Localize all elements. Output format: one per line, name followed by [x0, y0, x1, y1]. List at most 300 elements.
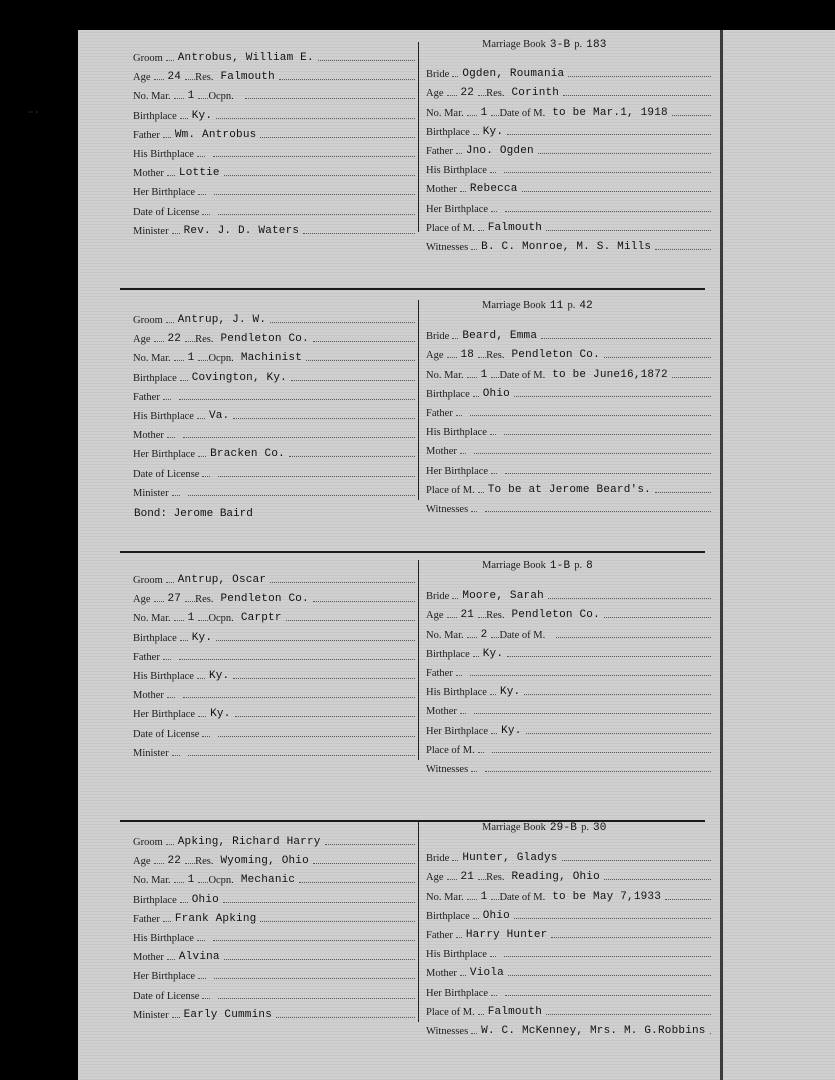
groom-ocpn-label: Ocpn.: [208, 613, 234, 625]
groom-birthplace-label: Birthplace: [133, 372, 177, 384]
dotted-rule: [172, 755, 180, 756]
groom-row-date-of-license: [133, 724, 415, 740]
dotted-rule: [174, 98, 184, 99]
dotted-rule: [568, 76, 711, 77]
dotted-rule: [233, 418, 415, 419]
groom-ocpn-label: Ocpn.: [208, 91, 234, 103]
marriage-book-label: Marriage Book: [482, 822, 546, 833]
bride-row-age: [426, 605, 711, 621]
groom-her-birthplace-label: Her Birthplace: [133, 709, 196, 721]
dotted-rule: [467, 637, 477, 638]
marriage-book-value: 3-B: [549, 39, 571, 51]
groom-father-value: Frank Apking: [174, 912, 257, 925]
dotted-rule: [174, 620, 184, 621]
bride-row-father: [426, 141, 711, 157]
dotted-rule: [491, 899, 499, 900]
bride-row-birthplace: [426, 906, 711, 922]
groom-res-value: Falmouth: [220, 71, 275, 84]
dotted-rule: [179, 659, 415, 660]
bride-row-her-birthplace: [426, 721, 711, 737]
groom-age-label: Age: [133, 334, 151, 346]
groom-row-groom: [133, 832, 415, 848]
bride-nomar-label: No. Mar.: [426, 891, 464, 903]
bride-row-witnesses: [426, 759, 711, 775]
dotted-rule: [505, 473, 711, 474]
groom-birthplace-value: Ohio: [191, 893, 219, 906]
dotted-rule: [505, 995, 711, 996]
bride-age-label: Age: [426, 350, 444, 362]
dotted-rule: [163, 921, 171, 922]
groom-date-of-license-label: Date of License: [133, 728, 200, 740]
groom-groom-label: Groom: [133, 837, 163, 848]
dotted-rule: [478, 752, 484, 753]
dotted-rule: [485, 771, 711, 772]
dotted-rule: [507, 134, 711, 135]
bride-row-father: [426, 403, 711, 419]
dotted-rule: [166, 322, 174, 323]
dotted-rule: [491, 115, 499, 116]
groom-nomar-value: 1: [187, 874, 195, 887]
groom-groom-label: Groom: [133, 315, 163, 326]
bride-place-of-m-label: Place of M.: [426, 222, 475, 234]
groom-row-minister: [133, 221, 415, 237]
groom-row-his-birthplace: [133, 928, 415, 944]
groom-mother-label: Mother: [133, 690, 164, 702]
groom-row-birthplace: [133, 628, 415, 644]
groom-his-birthplace-value: Ky.: [208, 670, 230, 682]
groom-mother-label: Mother: [133, 168, 164, 180]
groom-her-birthplace-value: Ky.: [210, 708, 231, 721]
groom-row-groom: [133, 570, 415, 586]
dotted-rule: [166, 844, 174, 845]
bride-his-birthplace-label: His Birthplace: [426, 687, 487, 699]
dotted-rule: [167, 959, 175, 960]
groom-nomar-label: No. Mar.: [133, 91, 171, 103]
dotted-rule: [197, 156, 205, 157]
dotted-rule: [504, 434, 711, 435]
groom-minister-label: Minister: [133, 487, 169, 499]
dotted-rule: [467, 899, 477, 900]
dotted-rule: [198, 882, 208, 883]
bride-row-his-birthplace: [426, 682, 711, 698]
bride-his-birthplace-value: Ky.: [499, 686, 521, 699]
groom-row-minister: [133, 1005, 415, 1021]
groom-groom-value: Antrup, J. W.: [177, 314, 267, 326]
dotted-rule: [313, 601, 415, 602]
dotted-rule: [508, 975, 711, 976]
dotted-rule: [224, 959, 415, 960]
bride-res-value: Reading, Ohio: [511, 871, 600, 884]
groom-row-his-birthplace: [133, 666, 415, 682]
dotted-rule: [172, 495, 180, 496]
dotted-rule: [202, 214, 210, 215]
dotted-rule: [526, 733, 711, 734]
dotted-rule: [218, 214, 415, 215]
column-divider: [418, 300, 419, 500]
dotted-rule: [710, 1033, 711, 1034]
dotted-rule: [491, 211, 497, 212]
marriage-book-ref: [482, 560, 597, 572]
dotted-rule: [198, 360, 208, 361]
groom-row-birthplace: [133, 106, 415, 122]
dotted-rule: [276, 1017, 415, 1018]
dotted-rule: [604, 357, 711, 358]
groom-row-his-birthplace: [133, 406, 415, 422]
bride-age-value: 21: [460, 871, 475, 884]
dotted-rule: [188, 755, 415, 756]
dotted-rule: [260, 137, 415, 138]
bride-bride-label: Bride: [426, 591, 450, 603]
dotted-rule: [172, 233, 180, 234]
dotted-rule: [198, 194, 206, 195]
bride-date_of_m-value: to be May 7,1933: [552, 890, 662, 903]
dotted-rule: [604, 617, 711, 618]
bride-date_of_m-value: to be Mar.1, 1918: [552, 106, 668, 119]
bride-date_of_m-label: Date of M.: [499, 629, 546, 641]
bride-date_of_m-label: Date of M.: [499, 107, 546, 119]
bride-date_of_m-label: Date of M.: [499, 891, 546, 903]
groom-res-label: Res.: [195, 594, 214, 606]
bride-witnesses-label: Witnesses: [426, 764, 469, 775]
dotted-rule: [166, 582, 174, 583]
bride-age-label: Age: [426, 610, 444, 622]
bride-row-birthplace: [426, 122, 711, 138]
dotted-rule: [197, 418, 205, 419]
dotted-rule: [198, 98, 208, 99]
groom-row-birthplace: [133, 890, 415, 906]
bride-father-label: Father: [426, 930, 453, 941]
marriage-book-label: Marriage Book: [482, 560, 546, 571]
bride-row-bride: [426, 326, 711, 342]
groom-birthplace-label: Birthplace: [133, 632, 177, 644]
groom-nomar-value: 1: [187, 352, 195, 365]
groom-ocpn-label: Ocpn.: [208, 875, 234, 887]
dotted-rule: [563, 95, 711, 96]
dotted-rule: [478, 617, 486, 618]
bride-his-birthplace-label: His Birthplace: [426, 165, 487, 177]
dotted-rule: [306, 360, 415, 361]
bride-father-label: Father: [426, 146, 453, 157]
bride-mother-label: Mother: [426, 706, 457, 718]
dotted-rule: [478, 357, 486, 358]
dotted-rule: [198, 456, 206, 457]
groom-row-nomar: [133, 348, 415, 364]
bride-her-birthplace-label: Her Birthplace: [426, 725, 489, 737]
column-divider: [418, 822, 419, 1022]
bride-row-place-of-m: [426, 740, 711, 756]
groom-minister-label: Minister: [133, 1009, 169, 1021]
marriage-book-label: Marriage Book: [482, 300, 546, 311]
bride-witnesses-value: B. C. Monroe, M. S. Mills: [481, 241, 652, 253]
bride-row-place-of-m: [426, 480, 711, 496]
groom-res-label: Res.: [195, 334, 214, 346]
marriage-book-value: 11: [549, 300, 564, 312]
bride-age-value: 22: [460, 87, 475, 100]
dotted-rule: [447, 879, 457, 880]
groom-age-label: Age: [133, 594, 151, 606]
dotted-rule: [174, 882, 184, 883]
bride-age-label: Age: [426, 872, 444, 884]
dotted-rule: [216, 640, 415, 641]
groom-nomar-label: No. Mar.: [133, 353, 171, 365]
groom-row-her-birthplace: [133, 704, 415, 720]
dotted-rule: [303, 233, 415, 234]
bride-row-his-birthplace: [426, 944, 711, 960]
dotted-rule: [233, 678, 415, 679]
dotted-rule: [291, 380, 415, 381]
marriage-book-page-label: p.: [567, 300, 576, 311]
dotted-rule: [183, 697, 415, 698]
bride-row-bride: [426, 64, 711, 80]
bride-row-nomar: [426, 365, 711, 381]
groom-row-nomar: [133, 608, 415, 624]
dotted-rule: [313, 863, 415, 864]
bride-res-value: Corinth: [511, 87, 560, 100]
marriage-book-value: 1-B: [549, 560, 571, 572]
groom-nomar-value: 1: [187, 612, 195, 625]
bond-note: Bond: Jerome Baird: [134, 508, 253, 520]
marriage-book-label: Marriage Book: [482, 39, 546, 50]
bride-nomar-label: No. Mar.: [426, 369, 464, 381]
dotted-rule: [655, 249, 711, 250]
groom-his-birthplace-label: His Birthplace: [133, 149, 194, 160]
groom-row-father: [133, 125, 415, 141]
groom-birthplace-value: Ky.: [191, 109, 213, 122]
dotted-rule: [197, 678, 205, 679]
dotted-rule: [198, 716, 206, 717]
dotted-rule: [245, 98, 415, 99]
groom-age-label: Age: [133, 72, 151, 84]
dotted-rule: [154, 863, 164, 864]
dotted-rule: [154, 79, 164, 80]
dotted-rule: [551, 937, 711, 938]
bride-row-mother: [426, 179, 711, 195]
bride-row-birthplace: [426, 644, 711, 660]
groom-date-of-license-label: Date of License: [133, 206, 200, 218]
groom-row-nomar: [133, 870, 415, 886]
dotted-rule: [213, 156, 415, 157]
dotted-rule: [185, 601, 195, 602]
dotted-rule: [167, 697, 175, 698]
dotted-rule: [183, 437, 415, 438]
marriage-book-page-label: p.: [574, 39, 583, 50]
groom-row-mother: [133, 947, 415, 963]
dotted-rule: [179, 399, 415, 400]
dotted-rule: [154, 601, 164, 602]
dotted-rule: [174, 360, 184, 361]
dotted-rule: [299, 882, 415, 883]
groom-his-birthplace-label: His Birthplace: [133, 411, 194, 422]
bride-row-witnesses: [426, 499, 711, 515]
bride-age-value: 18: [460, 349, 475, 362]
dotted-rule: [604, 879, 711, 880]
bride-his-birthplace-label: His Birthplace: [426, 427, 487, 439]
dotted-rule: [223, 902, 415, 903]
dotted-rule: [507, 656, 711, 657]
groom-father-value: Wm. Antrobus: [174, 128, 257, 141]
groom-birthplace-label: Birthplace: [133, 110, 177, 122]
dotted-rule: [490, 172, 496, 173]
dotted-rule: [456, 415, 462, 416]
marriage-record-card: [0, 298, 757, 548]
dotted-rule: [492, 752, 711, 753]
bride-row-her-birthplace: [426, 983, 711, 999]
dotted-rule: [214, 194, 415, 195]
groom-age-value: 22: [167, 855, 182, 868]
dotted-rule: [491, 377, 499, 378]
bride-row-her-birthplace: [426, 199, 711, 215]
groom-row-mother: [133, 685, 415, 701]
dotted-rule: [460, 713, 466, 714]
dotted-rule: [185, 79, 195, 80]
dotted-rule: [202, 476, 210, 477]
dotted-rule: [163, 399, 171, 400]
bride-row-place-of-m: [426, 1002, 711, 1018]
dotted-rule: [167, 437, 175, 438]
bride-res-label: Res.: [486, 88, 505, 100]
groom-minister-label: Minister: [133, 747, 169, 759]
dotted-rule: [198, 978, 206, 979]
dotted-rule: [289, 456, 415, 457]
bride-nomar-value: 1: [480, 106, 488, 119]
bride-res-label: Res.: [486, 872, 505, 884]
dotted-rule: [180, 380, 188, 381]
bride-row-age: [426, 345, 711, 361]
groom-mother-value: Alvina: [178, 951, 220, 964]
bride-witnesses-label: Witnesses: [426, 242, 469, 253]
bride-birthplace-label: Birthplace: [426, 648, 470, 660]
marriage-book-page-value: 183: [586, 39, 607, 51]
groom-father-label: Father: [133, 391, 160, 403]
bride-mother-label: Mother: [426, 184, 457, 196]
dotted-rule: [167, 175, 175, 176]
dotted-rule: [214, 978, 415, 979]
groom-row-date-of-license: [133, 986, 415, 1002]
groom-his-birthplace-label: His Birthplace: [133, 671, 194, 682]
dotted-rule: [218, 998, 415, 999]
bride-bride-label: Bride: [426, 331, 450, 343]
dotted-rule: [478, 879, 486, 880]
dotted-rule: [490, 434, 496, 435]
bride-father-value: Harry Hunter: [465, 929, 548, 941]
groom-row-date-of-license: [133, 464, 415, 480]
dotted-rule: [279, 79, 415, 80]
dotted-rule: [538, 153, 711, 154]
groom-res-value: Pendleton Co.: [220, 333, 309, 346]
dotted-rule: [224, 175, 415, 176]
dotted-rule: [166, 60, 174, 61]
marriage-book-page-value: 30: [592, 822, 607, 834]
dotted-rule: [522, 191, 711, 192]
dotted-rule: [188, 495, 415, 496]
scan-mark: ·· ·: [28, 108, 38, 117]
dotted-rule: [163, 659, 171, 660]
groom-row-age: [133, 329, 415, 345]
bride-row-father: [426, 663, 711, 679]
groom-mother-label: Mother: [133, 430, 164, 442]
dotted-rule: [541, 338, 711, 339]
bride-mother-label: Mother: [426, 968, 457, 980]
bride-bride-value: Hunter, Gladys: [462, 852, 558, 865]
groom-father-label: Father: [133, 913, 160, 925]
groom-minister-label: Minister: [133, 225, 169, 237]
groom-nomar-value: 1: [187, 90, 195, 103]
bride-birthplace-value: Ky.: [482, 647, 504, 660]
groom-her-birthplace-label: Her Birthplace: [133, 187, 196, 199]
bride-date_of_m-label: Date of M.: [499, 369, 546, 381]
bride-row-nomar: [426, 103, 711, 119]
dotted-rule: [456, 675, 462, 676]
dotted-rule: [460, 453, 466, 454]
dotted-rule: [467, 115, 477, 116]
groom-row-minister: [133, 483, 415, 499]
groom-date-of-license-label: Date of License: [133, 468, 200, 480]
groom-nomar-label: No. Mar.: [133, 875, 171, 887]
dotted-rule: [185, 863, 195, 864]
bride-nomar-label: No. Mar.: [426, 629, 464, 641]
groom-row-her-birthplace: [133, 966, 415, 982]
bride-row-mother: [426, 963, 711, 979]
dotted-rule: [180, 902, 188, 903]
marriage-book-ref: [482, 300, 597, 312]
bride-mother-value: Viola: [469, 967, 504, 980]
dotted-rule: [202, 736, 210, 737]
groom-birthplace-value: Covington, Ky.: [191, 371, 287, 384]
dotted-rule: [474, 713, 711, 714]
dotted-rule: [504, 172, 711, 173]
bride-place-of-m-label: Place of M.: [426, 744, 475, 756]
bride-row-bride: [426, 848, 711, 864]
groom-date-of-license-label: Date of License: [133, 990, 200, 1002]
groom-row-groom: [133, 48, 415, 64]
dotted-rule: [478, 95, 486, 96]
card-separator: [120, 820, 705, 822]
dotted-rule: [180, 118, 188, 119]
bride-row-his-birthplace: [426, 160, 711, 176]
dotted-rule: [216, 118, 415, 119]
groom-ocpn-value: Mechanic: [240, 874, 296, 887]
bride-birthplace-label: Birthplace: [426, 126, 470, 138]
dotted-rule: [470, 675, 711, 676]
groom-ocpn-value: Machinist: [240, 352, 303, 365]
bride-his-birthplace-label: His Birthplace: [426, 949, 487, 961]
groom-row-date-of-license: [133, 202, 415, 218]
dotted-rule: [665, 899, 711, 900]
dotted-rule: [218, 736, 415, 737]
bride-res-value: Pendleton Co.: [511, 609, 600, 622]
dotted-rule: [235, 716, 415, 717]
groom-age-value: 27: [167, 593, 182, 606]
bride-bride-value: Moore, Sarah: [462, 590, 544, 603]
groom-groom-value: Apking, Richard Harry: [177, 836, 321, 848]
bride-res-label: Res.: [486, 350, 505, 362]
dotted-rule: [556, 637, 711, 638]
dotted-rule: [154, 341, 164, 342]
bride-res-label: Res.: [486, 610, 505, 622]
groom-res-value: Wyoming, Ohio: [220, 855, 309, 868]
dotted-rule: [474, 453, 711, 454]
dotted-rule: [655, 492, 711, 493]
bride-father-label: Father: [426, 668, 453, 679]
bride-bride-label: Bride: [426, 69, 450, 81]
groom-father-label: Father: [133, 651, 160, 663]
dotted-rule: [270, 322, 415, 323]
groom-birthplace-label: Birthplace: [133, 894, 177, 906]
card-separator: [120, 288, 705, 290]
bride-her-birthplace-value: Ky.: [501, 724, 522, 737]
groom-res-label: Res.: [195, 72, 214, 84]
bride-her-birthplace-label: Her Birthplace: [426, 203, 489, 215]
